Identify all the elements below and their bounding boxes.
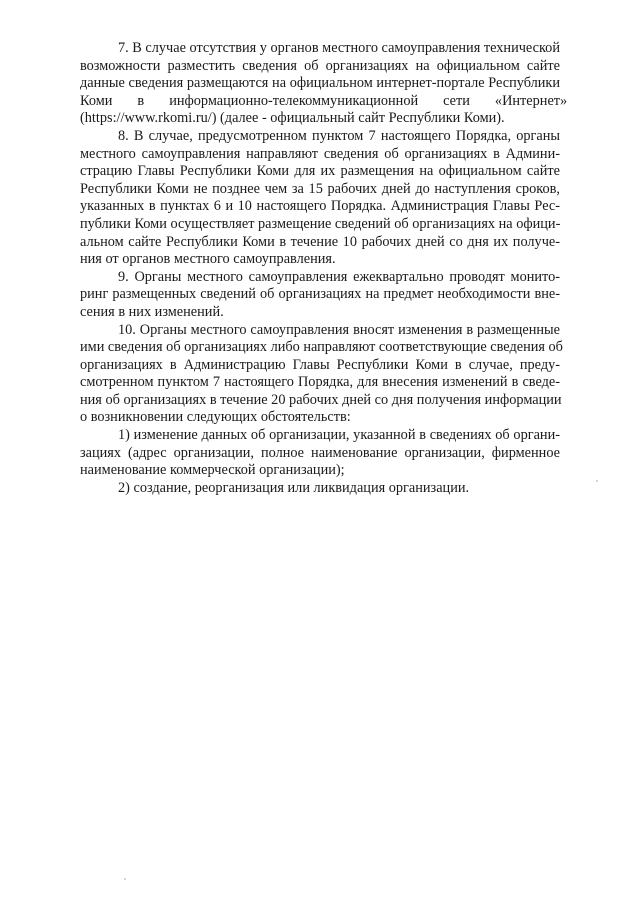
- text-line: страцию Главы Республики Коми для их размещения на официальном сайте: [80, 163, 560, 180]
- text-line: 8. В случае, предусмотренном пунктом 7 настоящего Порядка, органы: [118, 127, 560, 144]
- text-line: 10. Органы местного самоуправления вносят изменения в размещенные: [118, 321, 560, 338]
- paragraph-10-item-2: [80, 480, 560, 498]
- paragraph-10-item-1: [80, 427, 560, 480]
- text-line: 1) изменение данных об организации, указанной в сведениях об органи-: [118, 427, 560, 444]
- scan-speck: [124, 878, 126, 880]
- text-line: ния об организациях в течение 20 рабочих дней со дня получения информации: [80, 391, 562, 408]
- text-line: зациях (адрес организации, полное наименование организации, фирменное: [80, 444, 560, 461]
- scan-speck: [596, 480, 598, 482]
- text-line: альном сайте Республики Коми в течение 10 рабочих дней со дня их получе-: [80, 233, 560, 250]
- text-line: организациях в Администрацию Главы Республики Коми в случае, преду-: [80, 356, 560, 373]
- text-line: местного самоуправления направляют сведения об организациях в Админи-: [80, 145, 560, 162]
- text-line: Республики Коми не позднее чем за 15 рабочих дней до наступления сроков,: [80, 180, 560, 197]
- text-line: (https://www.rkomi.ru/) (далее - официальный сайт Республики Коми).: [80, 110, 505, 127]
- text-line: публики Коми осуществляет размещение сведений об организациях на офици-: [80, 215, 561, 232]
- text-line: сения в них изменений.: [80, 303, 224, 320]
- text-line: ринг размещенных сведений об организациях на предмет необходимости вне-: [80, 286, 560, 303]
- paragraph-10: [80, 321, 563, 428]
- text-line: указанных в пунктах 6 и 10 настоящего Порядка. Администрация Главы Рес-: [80, 198, 560, 215]
- text-line: смотренном пунктом 7 настоящего Порядка, для внесения изменений в сведе-: [80, 374, 560, 391]
- text-line: 2) создание, реорганизация или ликвидация организации.: [118, 479, 470, 496]
- paragraph-9: [80, 269, 560, 322]
- text-line: 9. Органы местного самоуправления ежеквартально проводят монито-: [118, 268, 560, 285]
- text-line: ими сведения об организациях либо направляют соответствующие сведения об: [80, 339, 563, 356]
- paragraph-8: [80, 128, 560, 269]
- paragraph-7: [80, 40, 568, 128]
- text-line: данные сведения размещаются на официальном интернет-портале Республики: [80, 75, 560, 92]
- text-line: ния от органов местного самоуправления.: [80, 251, 336, 268]
- text-line: о возникновении следующих обстоятельств:: [80, 409, 351, 426]
- text-line: наименование коммерческой организации);: [80, 462, 345, 479]
- text-line: 7. В случае отсутствия у органов местного самоуправления технической: [118, 40, 560, 56]
- text-line: возможности разместить сведения об организациях на официальном сайте: [80, 57, 560, 74]
- text-line: Коми в информационно-телекоммуникационной сети «Интернет»: [80, 92, 568, 109]
- document-body: [80, 40, 568, 497]
